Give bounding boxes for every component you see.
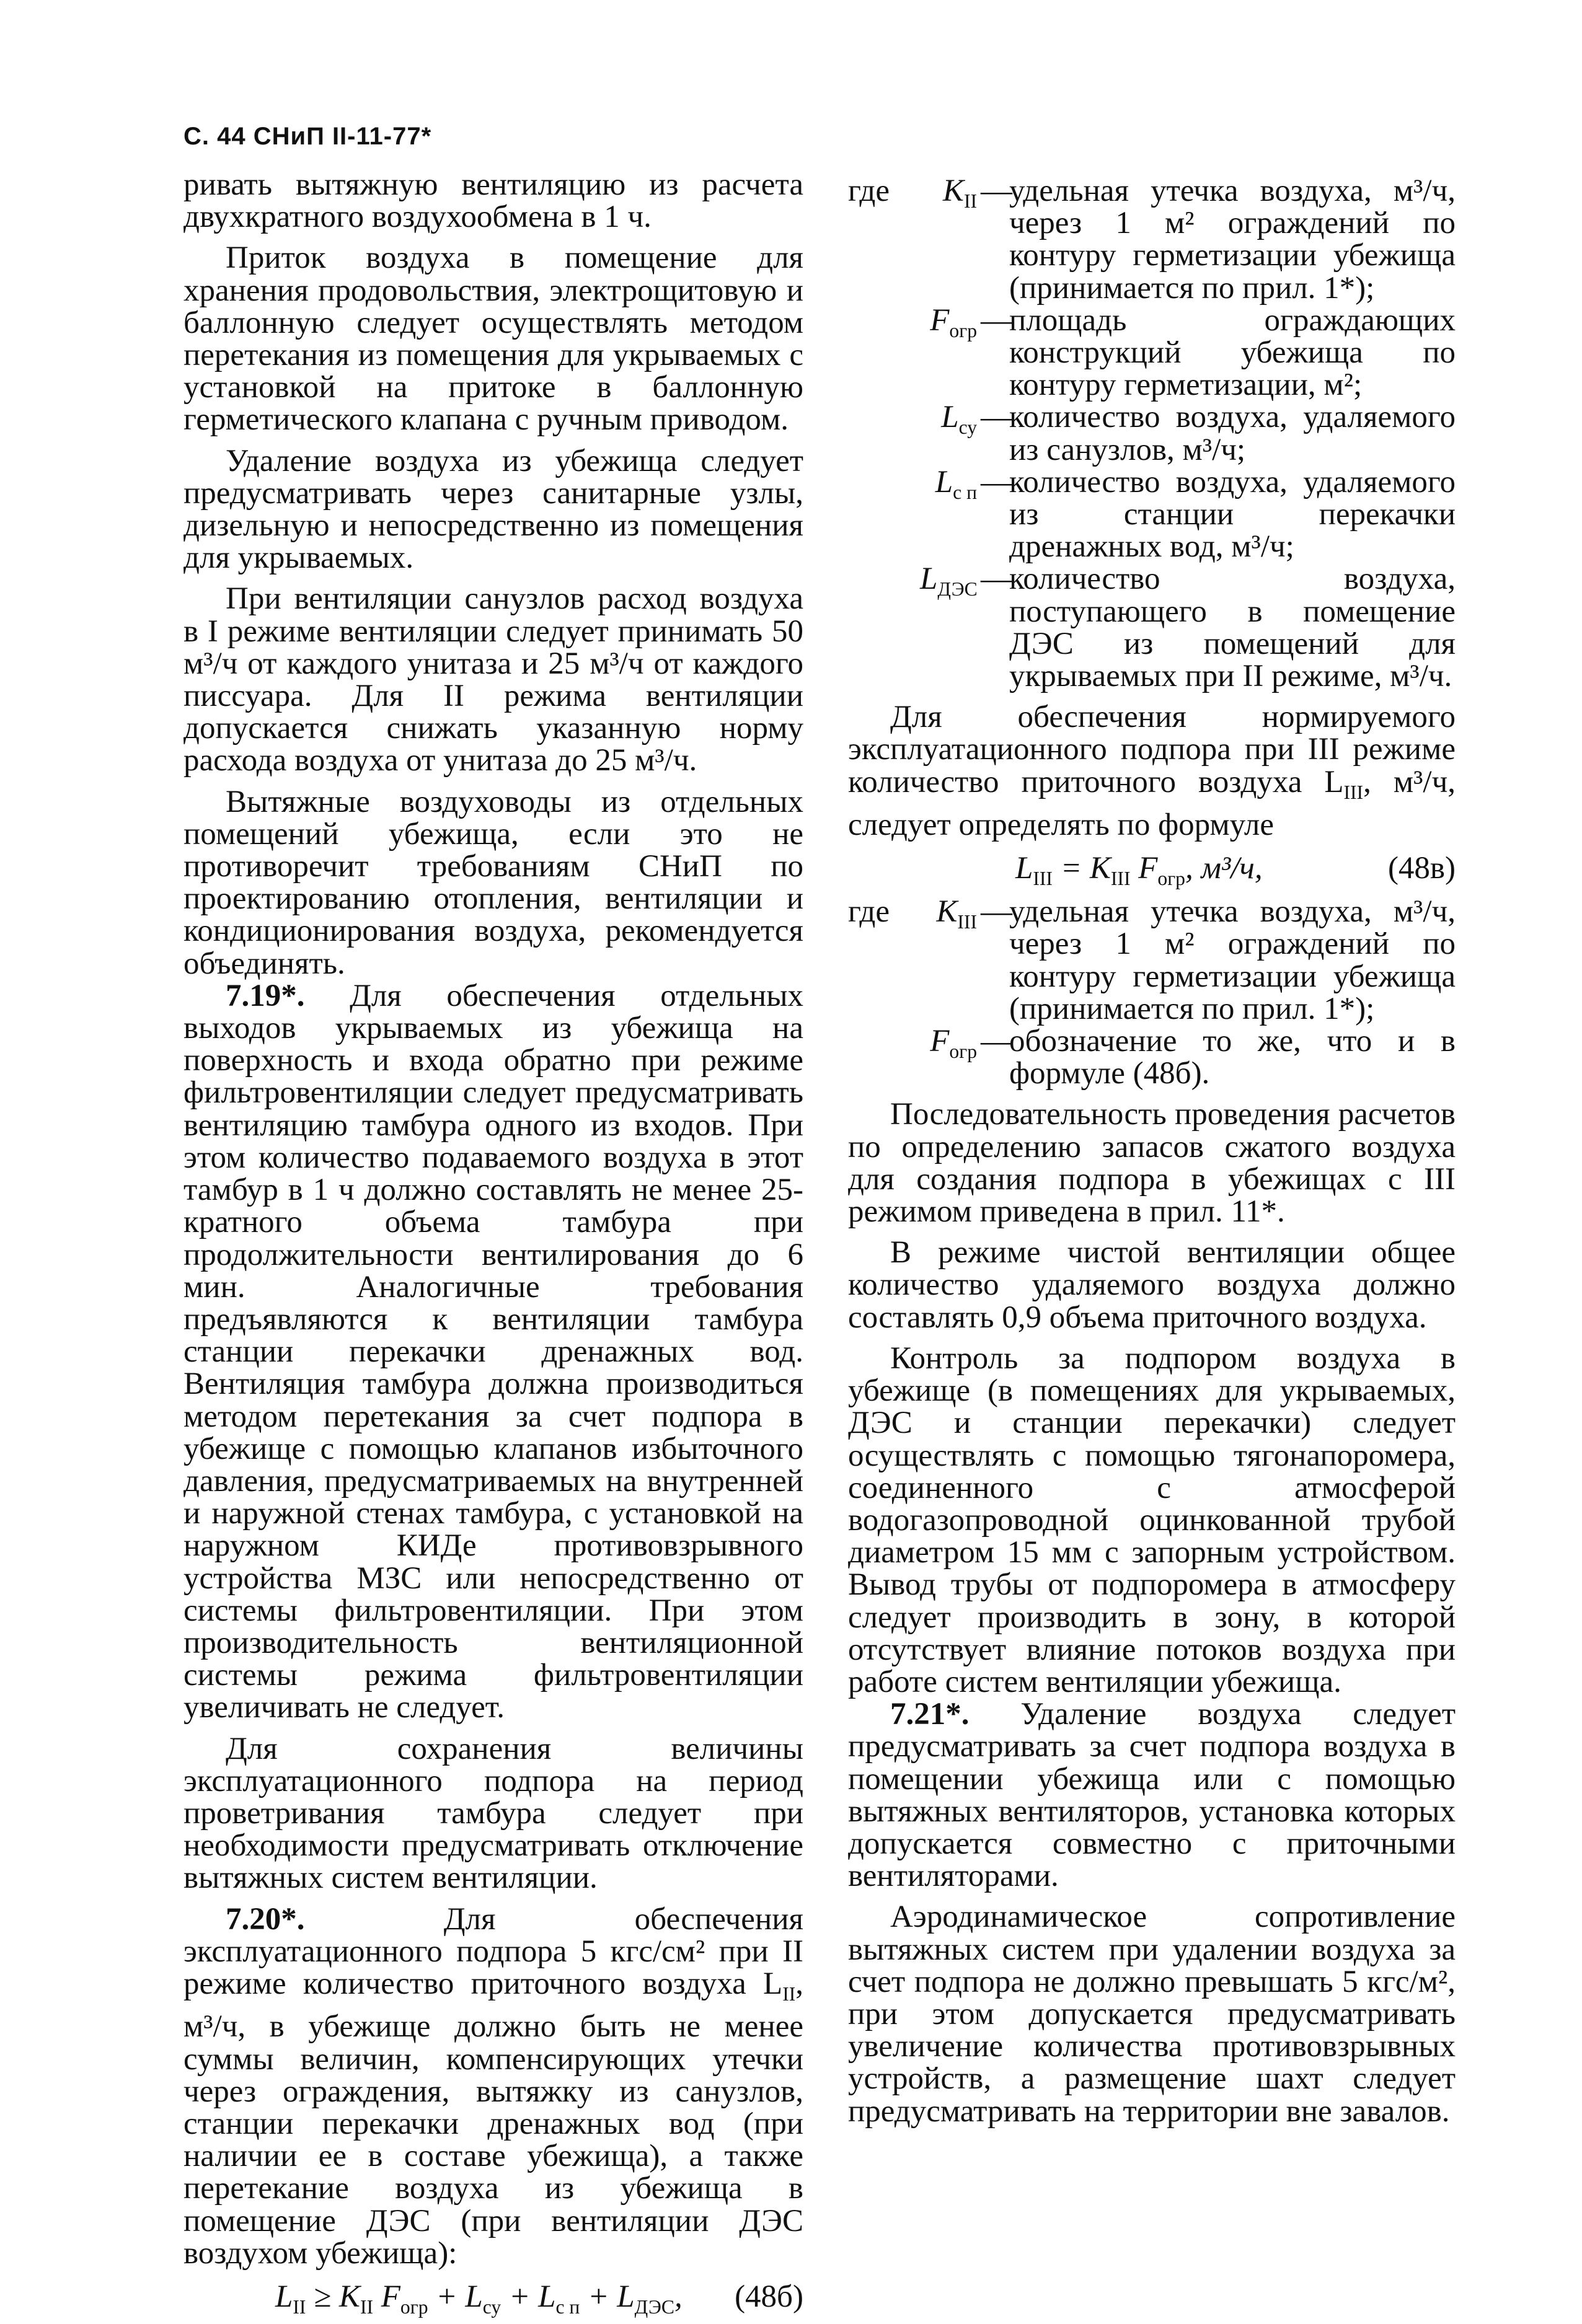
dash: — (981, 894, 1012, 930)
formula-number: (48б) (735, 2279, 803, 2314)
clause-number: 7.21*. (890, 1697, 970, 1732)
clause-7-19 (183, 980, 803, 1724)
dash: — (981, 561, 1012, 597)
symbol: $K_{II}$ (942, 174, 977, 213)
symbol-description: обозначение то же, что и в формуле (48б). (1009, 1024, 1456, 1091)
clause-number: 7.19*. (226, 978, 305, 1013)
dash: — (981, 1024, 1012, 1059)
formula-48b (183, 2281, 803, 2317)
paragraph: Последовательность проведения расчетов по определению запасов сжатого воздуха для создания подпора в убежищах с III режимом приведена в прил. 11*. (848, 1097, 1456, 1230)
paragraph: Для обеспечения нормируемого эксплуатационного подпора при III режиме количество приточного воздуха $L_{III}$, м³/ч, следует определять по формуле (848, 700, 1456, 843)
dash: — (981, 464, 1012, 500)
where-label: где (848, 894, 890, 930)
formula-number: (48в) (1387, 851, 1456, 886)
page-header: С. 44 СНиП II-11-77* (183, 123, 432, 150)
formula-expression: $L_{III} = K_{III}$ $F_{огр}$, м³/ч, (1015, 851, 1263, 890)
symbol: $L_{с п}$ (935, 464, 977, 504)
left-column (183, 169, 803, 2324)
paragraph: ривать вытяжную вентиляцию из расчета двухкратного воздухообмена в 1 ч. (183, 167, 803, 235)
paragraph: Аэродинамическое сопротивление вытяжных систем при удалении воздуха за счет подпора не должно превышать 5 кгс/м², при этом допускается предусматривать увеличение количества противовзрывных устройств, а размещение шахт следует предусматривать на территории вне завалов. (848, 1899, 1456, 2129)
symbol-description: количество воздуха, поступающего в помещение ДЭС из помещений для укрываемых при II режиме, м³/ч. (1009, 561, 1456, 694)
dash: — (981, 302, 1012, 338)
formula-expression: $L_{II} \ge K_{II}$ $F_{огр} + L_{су} + L_{с п} + L_{ДЭС}$, (275, 2279, 683, 2318)
where-list-1 (848, 175, 1456, 692)
symbol-description: количество воздуха, удаляемого из станции перекачки дренажных вод, м³/ч; (1009, 464, 1456, 565)
paragraph: При вентиляции санузлов расход воздуха в I режиме вентиляции следует принимать 50 м³/ч от каждого унитаза и 25 м³/ч от каждого писсуара. Для II режима вентиляции допускается снижать указанную норму расхода воздуха от унитаза до 25 м³/ч. (183, 581, 803, 778)
clause-text: Удаление воздуха следует предусматривать за счет подпора воздуха в помещении убежища или с помощью вытяжных вентиляторов, установка которых допускается совместно с приточными вентиляторами. (848, 1697, 1456, 1894)
symbol: $L_{ДЭС}$ (920, 561, 978, 601)
symbol: $F_{огр}$ (930, 1024, 977, 1063)
symbol-description: количество воздуха, удаляемого из санузлов, м³/ч; (1009, 400, 1456, 467)
clause-7-20 (183, 1903, 803, 2269)
where-list-2 (848, 896, 1456, 1089)
symbol-description: площадь ограждающих конструкций убежища по контуру герметизации, м²; (1009, 302, 1456, 403)
paragraph: Удаление воздуха из убежища следует предусматривать через санитарные узлы, дизельную и непосредственно из помещения для укрываемых. (183, 443, 803, 576)
symbol-description: удельная утечка воздуха, м³/ч, через 1 м² ограждений по контуру герметизации убежища (принимается по прил. 1*); (1009, 894, 1456, 1026)
paragraph: Контроль за подпором воздуха в убежище (в помещениях для укрываемых, ДЭС и станции перекачки) следует осуществлять с помощью тягонапоромера, соединенного с атмосферой водогазопроводной оцинкованной трубой диаметром 15 мм с запорным устройством. Вывод трубы от подпоромера в атмосферу следует производить в зону, в которой отсутствует влияние потоков воздуха при работе систем вентиляции убежища. (848, 1340, 1456, 1699)
dash: — (981, 400, 1012, 435)
clause-7-21 (848, 1698, 1456, 1892)
symbol-description: удельная утечка воздуха, м³/ч, через 1 м² ограждений по контуру герметизации убежища (принимается по прил. 1*); (1009, 174, 1456, 306)
formula-48v (848, 852, 1456, 888)
paragraph: Вытяжные воздуховоды из отдельных помещений убежища, если это не противоречит требованиям СНиП по проектированию отопления, вентиляции и кондиционирования воздуха, рекомендуется объединять. (183, 784, 803, 981)
symbol: $L_{су}$ (941, 400, 977, 439)
paragraph: В режиме чистой вентиляции общее количество удаляемого воздуха должно составлять 0,9 объема приточного воздуха. (848, 1235, 1456, 1335)
clause-text: Для обеспечения эксплуатационного подпора 5 кгс/см² при II режиме количество приточного воздуха $L_{II}$, м³/ч, в убежище должно быть не менее суммы величин, компенсирующих утечки через ограждения, вытяжку из санузлов, станции перекачки дренажных вод (при наличии ее в составе убежища), а также перетекание воздуха из убежища в помещение ДЭС (при вентиляции ДЭС воздухом убежища): (183, 1901, 803, 2271)
clause-number: 7.20*. (226, 1901, 305, 1937)
clause-text: Для обеспечения отдельных выходов укрываемых из убежища на поверхность и входа обратно при режиме фильтровентиляции следует предусматривать вентиляцию тамбура одного из входов. При этом количество подаваемого воздуха в этот тамбур в 1 ч должно составлять не менее 25-кратного объема тамбура при продолжительности вентилирования до 6 мин. Аналогичные требования предъявляются к вентиляции тамбура станции перекачки дренажных вод. Вентиляция тамбура должна производиться методом перетекания за счет подпора в убежище с помощью клапанов избыточного давления, предусматриваемых на внутренней и наружной стенах тамбура, с установкой на наружном КИДе противовзрывного устройства МЗС или непосредственно от системы фильтровентиляции. При этом производительность вентиляционной системы режима фильтровентиляции увеличивать не следует. (183, 978, 803, 1725)
where-label: где (848, 174, 890, 208)
paragraph: Приток воздуха в помещение для хранения продовольствия, электрощитовую и баллонную следует осуществлять методом перетекания из помещения для укрываемых с установкой на притоке в баллонную герметического клапана с ручным приводом. (183, 240, 803, 438)
right-column (848, 169, 1456, 2128)
symbol: $F_{огр}$ (930, 302, 977, 341)
dash: — (981, 174, 1012, 208)
symbol: $K_{III}$ (936, 894, 977, 933)
paragraph: Для сохранения величины эксплуатационного подпора на период проветривания тамбура следует при необходимости предусматривать отключение вытяжных систем вентиляции. (183, 1731, 803, 1896)
